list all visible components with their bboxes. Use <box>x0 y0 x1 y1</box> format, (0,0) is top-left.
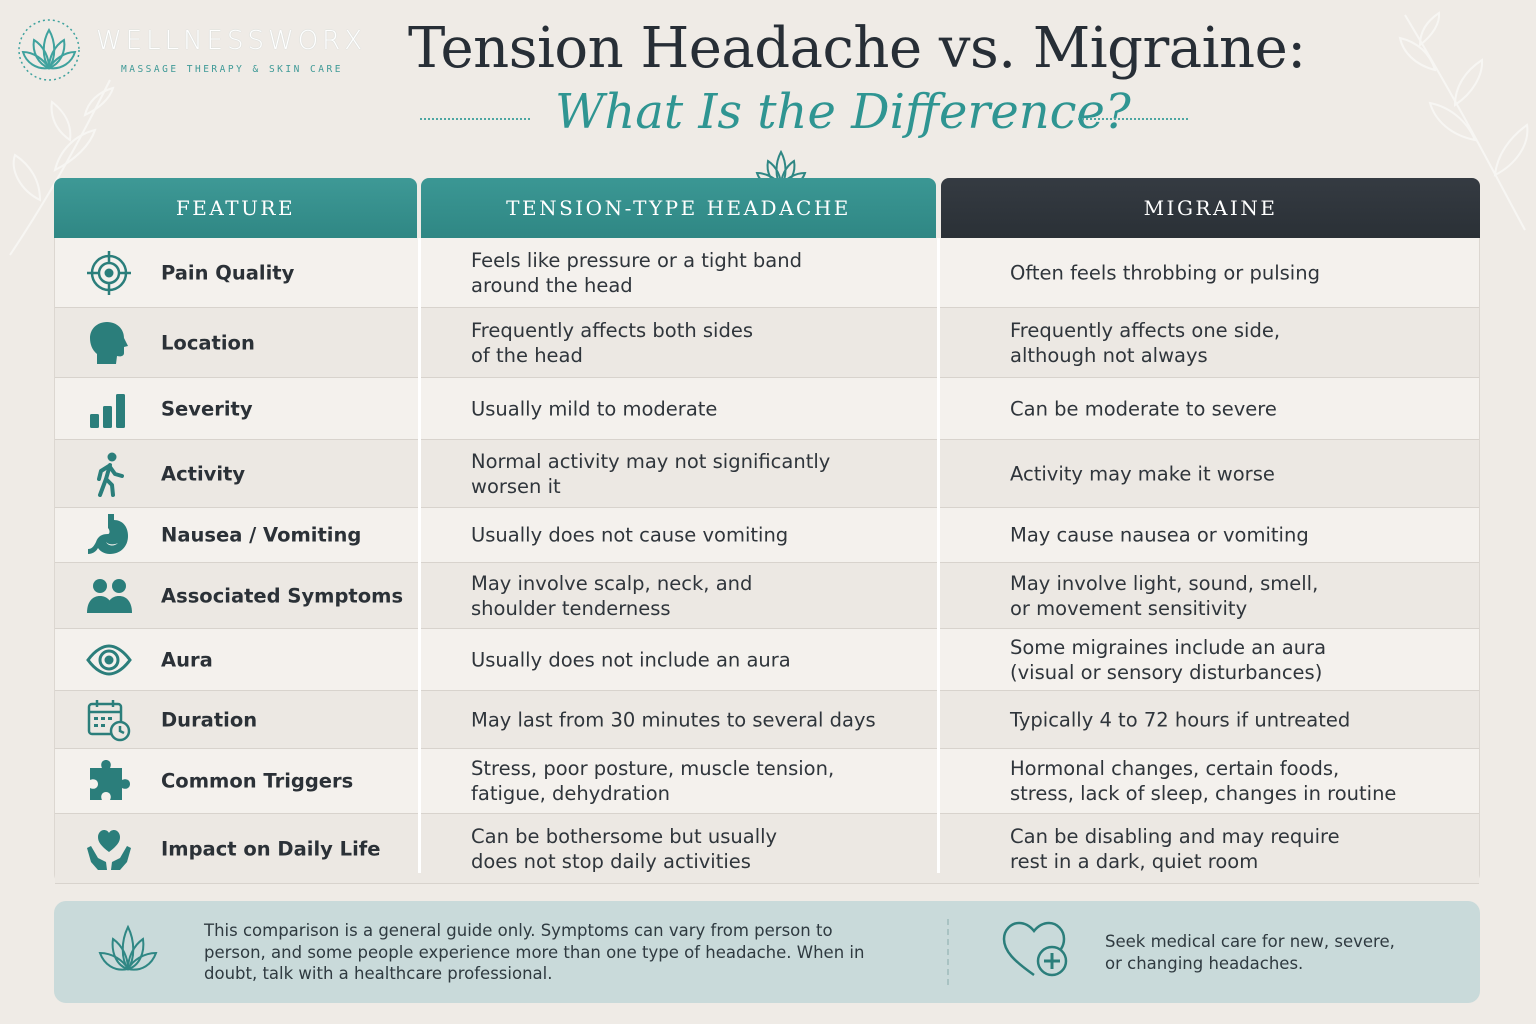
table-body <box>54 238 1480 884</box>
column-divider <box>937 238 940 873</box>
eye-icon <box>83 637 135 683</box>
tension-value: Normal activity may not significantly worsen it <box>471 449 831 498</box>
calendar-clock-icon <box>83 697 135 743</box>
footer-divider <box>947 919 949 985</box>
migraine-value: Activity may make it worse <box>1010 462 1275 485</box>
head-profile-icon <box>83 320 135 366</box>
header-feature: FEATURE <box>54 178 417 238</box>
migraine-value: Often feels throbbing or pulsing <box>1010 261 1320 284</box>
migraine-value: Frequently affects one side, although not always <box>1010 318 1281 367</box>
header-migraine: MIGRAINE <box>941 178 1480 238</box>
tension-value: May last from 30 minutes to several days <box>471 708 876 731</box>
tension-value: Can be bothersome but usually does not stop daily activities <box>471 824 778 873</box>
table-row <box>55 563 1479 629</box>
walking-person-icon <box>83 451 135 497</box>
dotted-divider-right <box>1078 118 1188 120</box>
feature-label: Associated Symptoms <box>161 584 404 607</box>
tension-value: Usually does not include an aura <box>471 648 791 671</box>
target-icon <box>83 250 135 296</box>
table-row <box>55 508 1479 563</box>
feature-label: Impact on Daily Life <box>161 837 381 860</box>
header-tension: TENSION-TYPE HEADACHE <box>421 178 936 238</box>
lotus-icon <box>96 921 160 975</box>
brand-tagline: MASSAGE THERAPY & SKIN CARE <box>121 63 343 75</box>
feature-label: Location <box>161 331 255 354</box>
feature-label: Duration <box>161 708 258 731</box>
page-title: Tension Headache vs. Migraine: <box>408 16 1306 81</box>
column-divider <box>418 238 421 873</box>
migraine-value: Can be disabling and may require rest in a dark, quiet room <box>1010 824 1340 873</box>
page-subtitle: What Is the Difference? <box>555 84 1131 140</box>
migraine-value: Some migraines include an aura (visual or sensory disturbances) <box>1010 635 1327 684</box>
table-row <box>55 378 1479 440</box>
table-row <box>55 440 1479 508</box>
migraine-value: Typically 4 to 72 hours if untreated <box>1010 708 1351 731</box>
migraine-value: May cause nausea or vomiting <box>1010 523 1309 547</box>
people-icon <box>83 573 135 619</box>
tension-value: Stress, poor posture, muscle tension, fatigue, dehydration <box>471 757 835 805</box>
migraine-value: Hormonal changes, certain foods, stress, lack of sleep, changes in routine <box>1010 757 1397 805</box>
lotus-logo-icon <box>14 18 84 82</box>
subtitle-row <box>420 84 1190 146</box>
puzzle-piece-icon <box>83 758 135 804</box>
tension-value: Usually mild to moderate <box>471 397 718 420</box>
feature-label: Aura <box>161 648 213 671</box>
feature-label: Pain Quality <box>161 261 295 284</box>
tension-value: Feels like pressure or a tight band around the head <box>471 248 802 297</box>
bar-chart-icon <box>83 386 135 432</box>
table-row <box>55 691 1479 749</box>
table-row <box>55 814 1479 884</box>
heart-plus-icon <box>1000 919 1070 981</box>
table-row <box>55 238 1479 308</box>
dotted-divider-left <box>420 118 530 120</box>
table-row <box>55 749 1479 814</box>
tension-value: Usually does not cause vomiting <box>471 523 789 547</box>
table-row <box>55 308 1479 378</box>
footer-note <box>54 901 1480 1003</box>
brand-logo <box>14 18 366 82</box>
feature-label: Common Triggers <box>161 769 354 793</box>
brand-name: WELLNESSWORX <box>96 25 367 56</box>
footer-medical-note: Seek medical care for new, severe, or changing headaches. <box>1105 932 1395 973</box>
migraine-value: May involve light, sound, smell, or movement sensitivity <box>1010 571 1319 620</box>
comparison-table <box>54 178 1480 884</box>
tension-value: May involve scalp, neck, and shoulder tenderness <box>471 571 753 620</box>
table-row <box>55 629 1479 691</box>
stomach-icon <box>83 512 135 558</box>
feature-label: Severity <box>161 397 253 420</box>
migraine-value: Can be moderate to severe <box>1010 397 1277 420</box>
footer-disclaimer: This comparison is a general guide only. Symptoms can vary from person to person, and some people experience more than one type of headache. When in doubt, talk with a healthcare professional. <box>204 921 865 983</box>
feature-label: Nausea / Vomiting <box>161 523 362 547</box>
tension-value: Frequently affects both sides of the head <box>471 318 754 367</box>
feature-label: Activity <box>161 462 246 485</box>
heart-hands-icon <box>83 826 135 872</box>
